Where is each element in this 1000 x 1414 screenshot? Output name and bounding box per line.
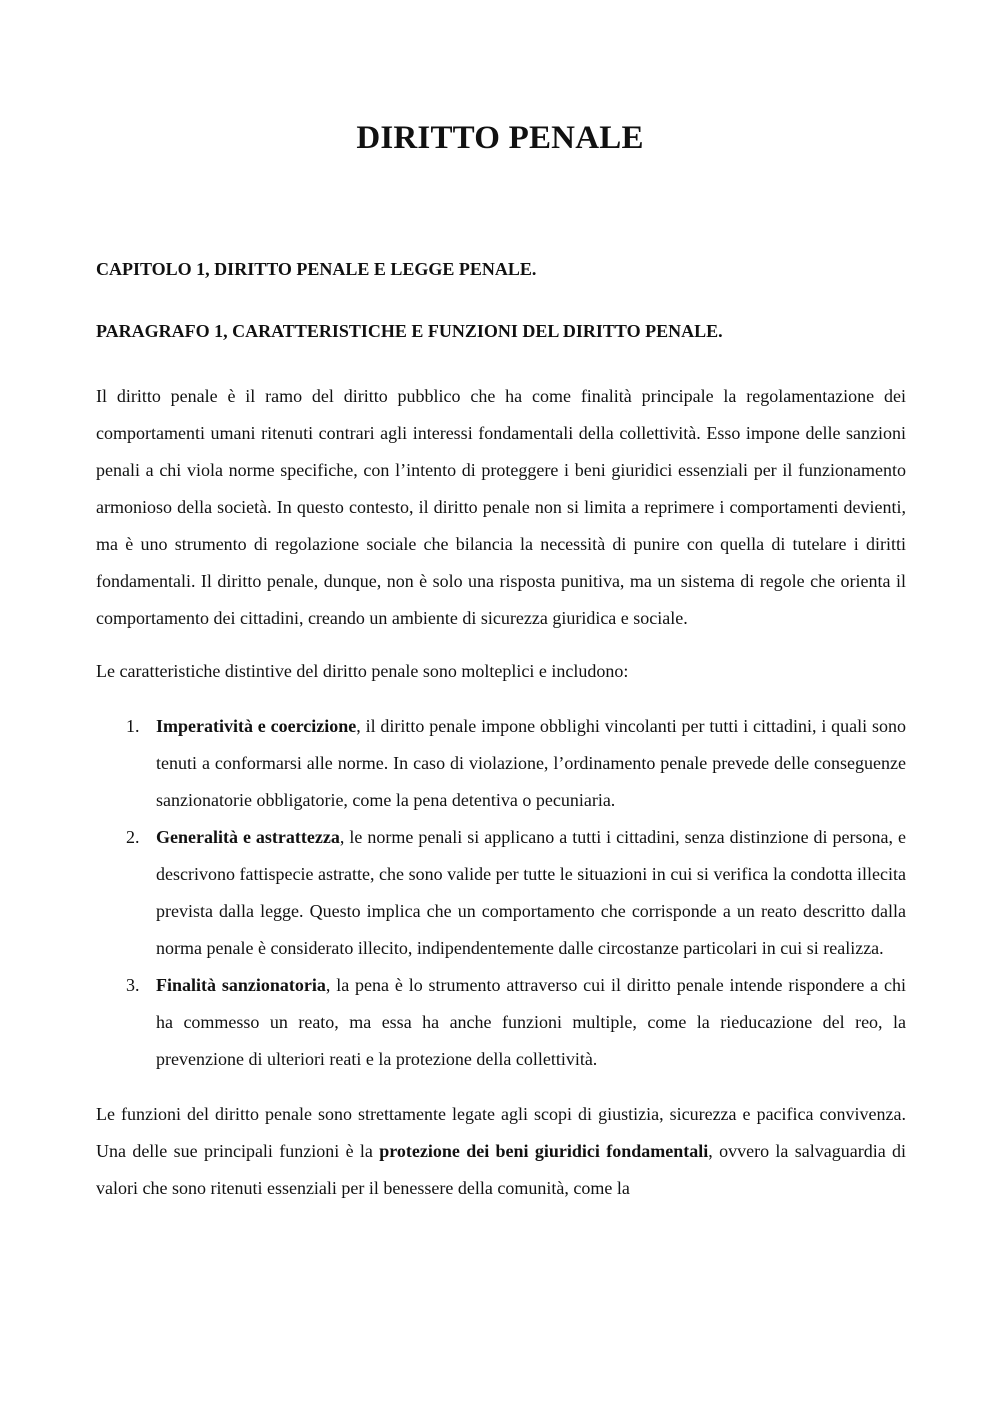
paragraph-functions-bold: protezione dei beni giuridici fondamentali bbox=[379, 1141, 709, 1161]
paragraph-functions-after: , ovvero la salvaguardia di valori che sono ritenuti essenziali per il benessere della comunità, come la bbox=[96, 1141, 907, 1198]
paragraph-intro: Il diritto penale è il ramo del diritto pubblico che ha come finalità principale la regolamentazione dei comportamenti umani ritenuti contrari agli interessi fondamentali della collettività. Esso impone delle sanzioni penali a chi viola norme specifiche, con l’intento di proteggere i beni giuridici essenziali per il funzionamento armonioso della società. In questo contesto, il diritto penale non si limita a reprimere i comportamenti devienti, ma è uno strumento di regolazione sociale che bilancia la necessità di punire con quella di tutelare i diritti fondamentali. Il diritto penale, dunque, non è solo una risposta punitiva, ma un sistema di regole che orienta il comportamento dei cittadini, creando un ambiente di sicurezza giuridica e sociale. bbox=[96, 386, 906, 628]
list-item-text: , le norme penali si applicano a tutti i cittadini, senza distinzione di persona, e descrivono fattispecie astratte, che sono valide per tutte le situazioni in cui si verifica la condotta illecita prevista dalla legge. Questo implica che un comportamento che corrisponde a un reato descritto dalla norma penale è considerato illecito, indipendentemente dalle circostanze particolari in cui si realizza. bbox=[156, 827, 906, 958]
list-item-number: 2. bbox=[126, 827, 140, 847]
list-item-term: Imperatività e coercizione bbox=[156, 716, 357, 736]
document-body bbox=[96, 256, 906, 1207]
list-item-number: 1. bbox=[126, 716, 140, 736]
list-item-term: Finalità sanzionatoria bbox=[156, 975, 326, 995]
list-item bbox=[96, 708, 906, 819]
document-title: DIRITTO PENALE bbox=[356, 120, 644, 156]
section-heading: PARAGRAFO 1, CARATTERISTICHE E FUNZIONI DEL DIRITTO PENALE. bbox=[96, 321, 723, 341]
list-item bbox=[96, 819, 906, 967]
paragraph-list-intro: Le caratteristiche distintive del diritto penale sono molteplici e includono: bbox=[96, 661, 629, 681]
list-item-text: , il diritto penale impone obblighi vincolanti per tutti i cittadini, i quali sono tenuti a conformarsi alle norme. In caso di violazione, l’ordinamento penale prevede delle conseguenze sanzionatorie obbligatorie, come la pena detentiva o pecuniaria. bbox=[156, 716, 906, 810]
paragraph-functions bbox=[96, 1096, 906, 1207]
list-item bbox=[96, 967, 906, 1078]
list-item-term: Generalità e astrattezza bbox=[156, 827, 340, 847]
list-item-number: 3. bbox=[126, 975, 140, 995]
paragraph-functions-before: Le funzioni del diritto penale sono strettamente legate agli scopi di giustizia, sicurezza e pacifica convivenza. Una delle sue principali funzioni è la bbox=[96, 1104, 906, 1161]
list-item-text: , la pena è lo strumento attraverso cui il diritto penale intende rispondere a chi ha commesso un reato, ma essa ha anche funzioni multiple, come la rieducazione del reo, la prevenzione di ulteriori reati e la protezione della collettività. bbox=[156, 975, 906, 1069]
characteristics-list bbox=[96, 708, 906, 1078]
chapter-heading: CAPITOLO 1, DIRITTO PENALE E LEGGE PENALE. bbox=[96, 259, 537, 279]
